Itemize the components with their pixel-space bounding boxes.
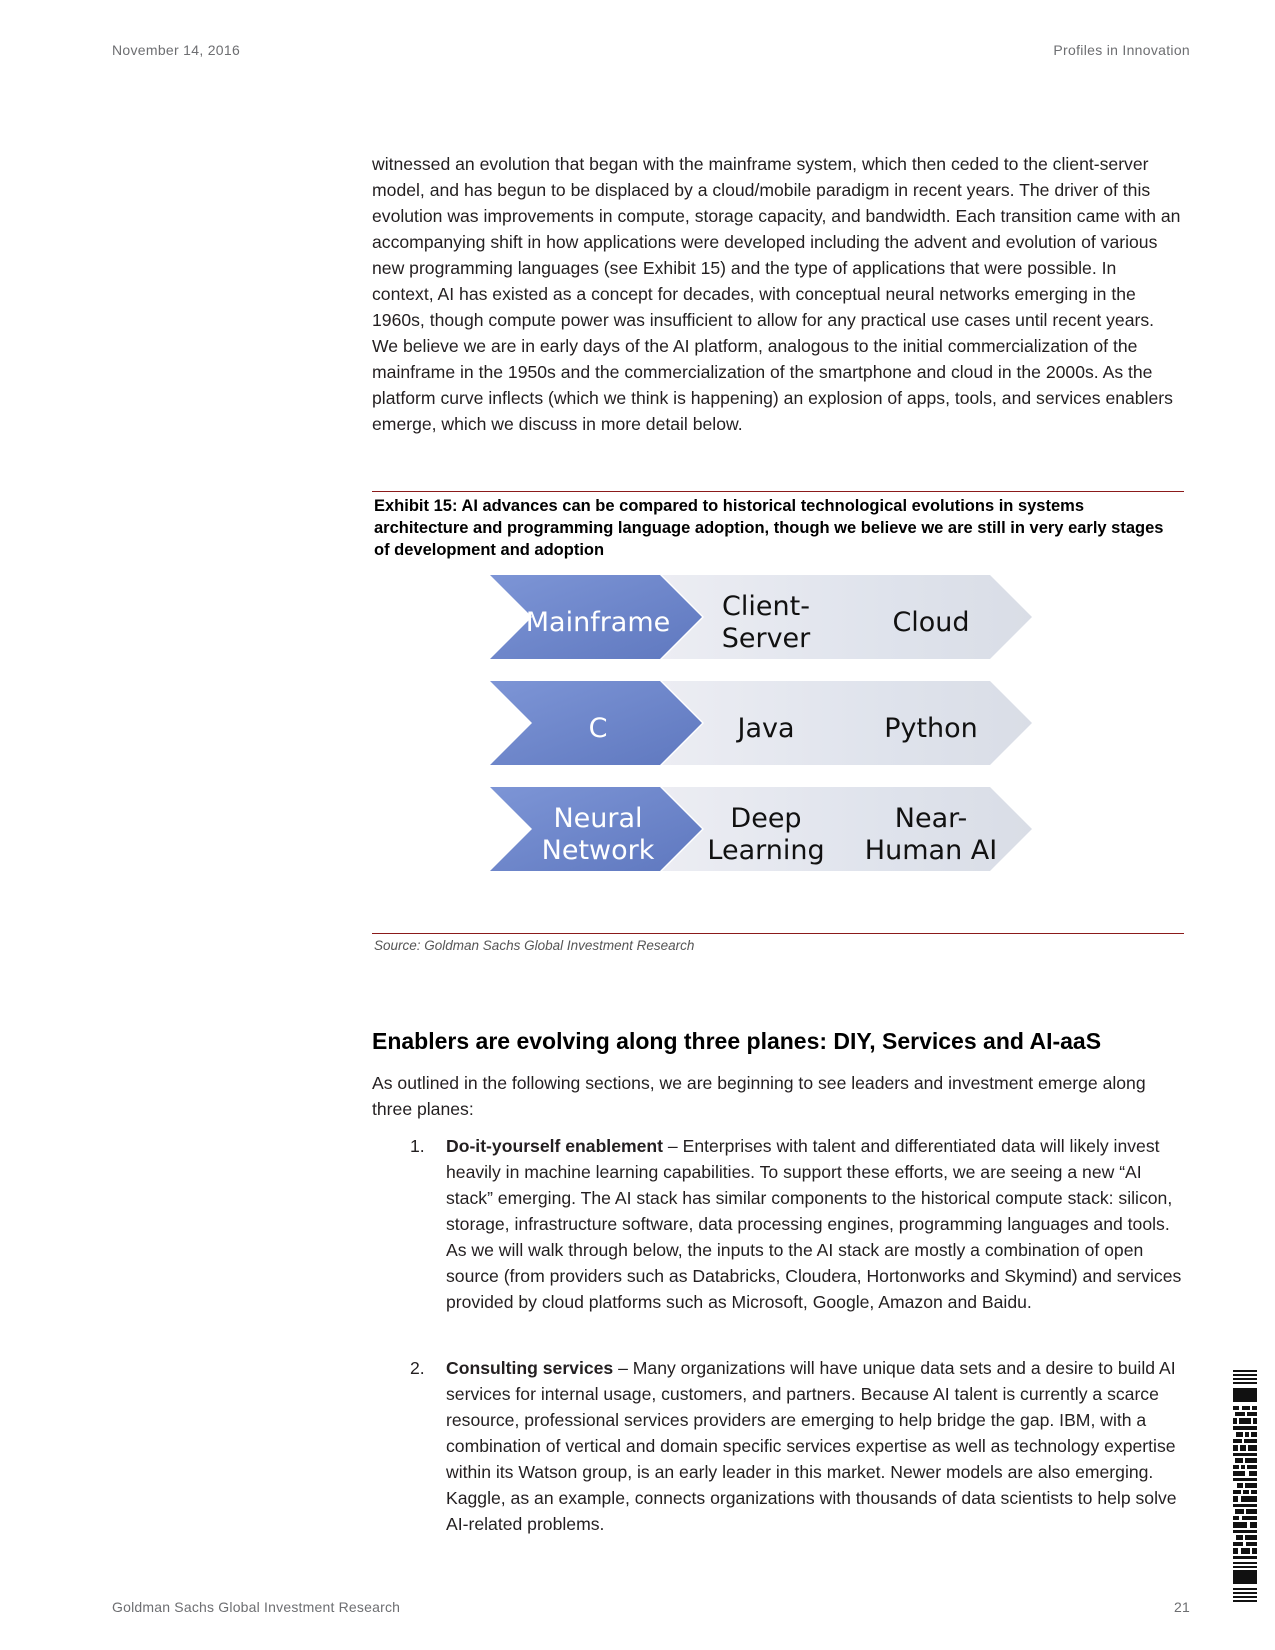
list-term: Consulting services bbox=[446, 1358, 614, 1378]
page-number: 21 bbox=[1174, 1599, 1190, 1615]
exhibit-15 bbox=[372, 491, 1184, 953]
footer-publisher: Goldman Sachs Global Investment Research bbox=[112, 1599, 401, 1615]
list-text: – Enterprises with talent and differentiated data will likely invest heavily in machine learning capabilities. To support these efforts, we are seeing a new “AI stack” emerging. The AI stack has similar components to the historical compute stack: silicon, storage, infrastructure software, data processing engines, programming languages and tools. As we will walk through below, the inputs to the AI stack are mostly a combination of open source (from providers such as Databricks, Cloudera, Hortonworks and Skymind) and services provided by cloud platforms such as Microsoft, Google, Amazon and Baidu. bbox=[446, 1136, 1182, 1312]
chevron-later-stages bbox=[662, 575, 1032, 659]
section-intro: As outlined in the following sections, we are beginning to see leaders and investment emerge along three planes: bbox=[372, 1073, 1146, 1119]
stage-label: Python bbox=[884, 713, 978, 744]
stage-label: C bbox=[588, 713, 608, 744]
exhibit-source: Source: Goldman Sachs Global Investment Research bbox=[374, 938, 695, 953]
body-paragraph: witnessed an evolution that began with the mainframe system, which then ceded to the client-server model, and has begun to be displaced by a cloud/mobile paradigm in recent years. The driver of this evolution was improvements in compute, storage capacity, and bandwidth. Each transition came with an accompanying shift in how applications were developed including the advent and evolution of various new programming languages (see Exhibit 15) and the type of applications that were possible. In context, AI has existed as a concept for decades, with conceptual neural networks emerging in the 1960s, though compute power was insufficient to allow for any practical use cases until recent years. We believe we are in early days of the AI platform, analogous to the initial commercialization of the mainframe in the 1950s and the commercialization of the smartphone and cloud in the 2000s. As the platform curve inflects (which we think is happening) an explosion of apps, tools, and services enablers emerge, which we discuss in more detail below. bbox=[372, 154, 1181, 434]
exhibit-title: Exhibit 15: AI advances can be compared to historical technological evolutions in systems architecture and programming language adoption, though we believe we are still in very early stages of development and adoption bbox=[374, 497, 1164, 559]
list-text: – Many organizations will have unique data sets and a desire to build AI services for internal usage, customers, and partners. Because AI talent is currently a scarce resource, professional services providers are emerging to help bridge the gap. IBM, with a combination of vertical and domain specific services expertise as well as technology expertise within its Watson group, is an early leader in this market. Newer models are also emerging. Kaggle, as an example, connects organizations with thousands of data scientists to help solve AI-related problems. bbox=[446, 1358, 1177, 1534]
list-number: 1. bbox=[410, 1136, 425, 1156]
stage-label: Cloud bbox=[892, 607, 970, 638]
header-date: November 14, 2016 bbox=[112, 42, 241, 58]
enabler-list-item-1 bbox=[372, 1133, 1182, 1315]
stage-label: Neural Network bbox=[541, 803, 655, 866]
stage-label: Mainframe bbox=[525, 607, 671, 638]
stage-label: Client- Server bbox=[721, 591, 811, 654]
stage-label: Java bbox=[737, 713, 795, 744]
barcode-icon bbox=[1233, 1370, 1257, 1602]
section-heading: Enablers are evolving along three planes: DIY, Services and AI-aaS bbox=[372, 1028, 1102, 1054]
header-publication: Profiles in Innovation bbox=[1053, 42, 1190, 58]
list-term: Do-it-yourself enablement bbox=[446, 1136, 664, 1156]
list-number: 2. bbox=[410, 1358, 425, 1378]
stage-label: Near- Human AI bbox=[864, 803, 998, 866]
enabler-list-item-2 bbox=[372, 1355, 1182, 1537]
evolution-diagram bbox=[372, 567, 1184, 925]
stage-label: Deep Learning bbox=[707, 803, 825, 866]
